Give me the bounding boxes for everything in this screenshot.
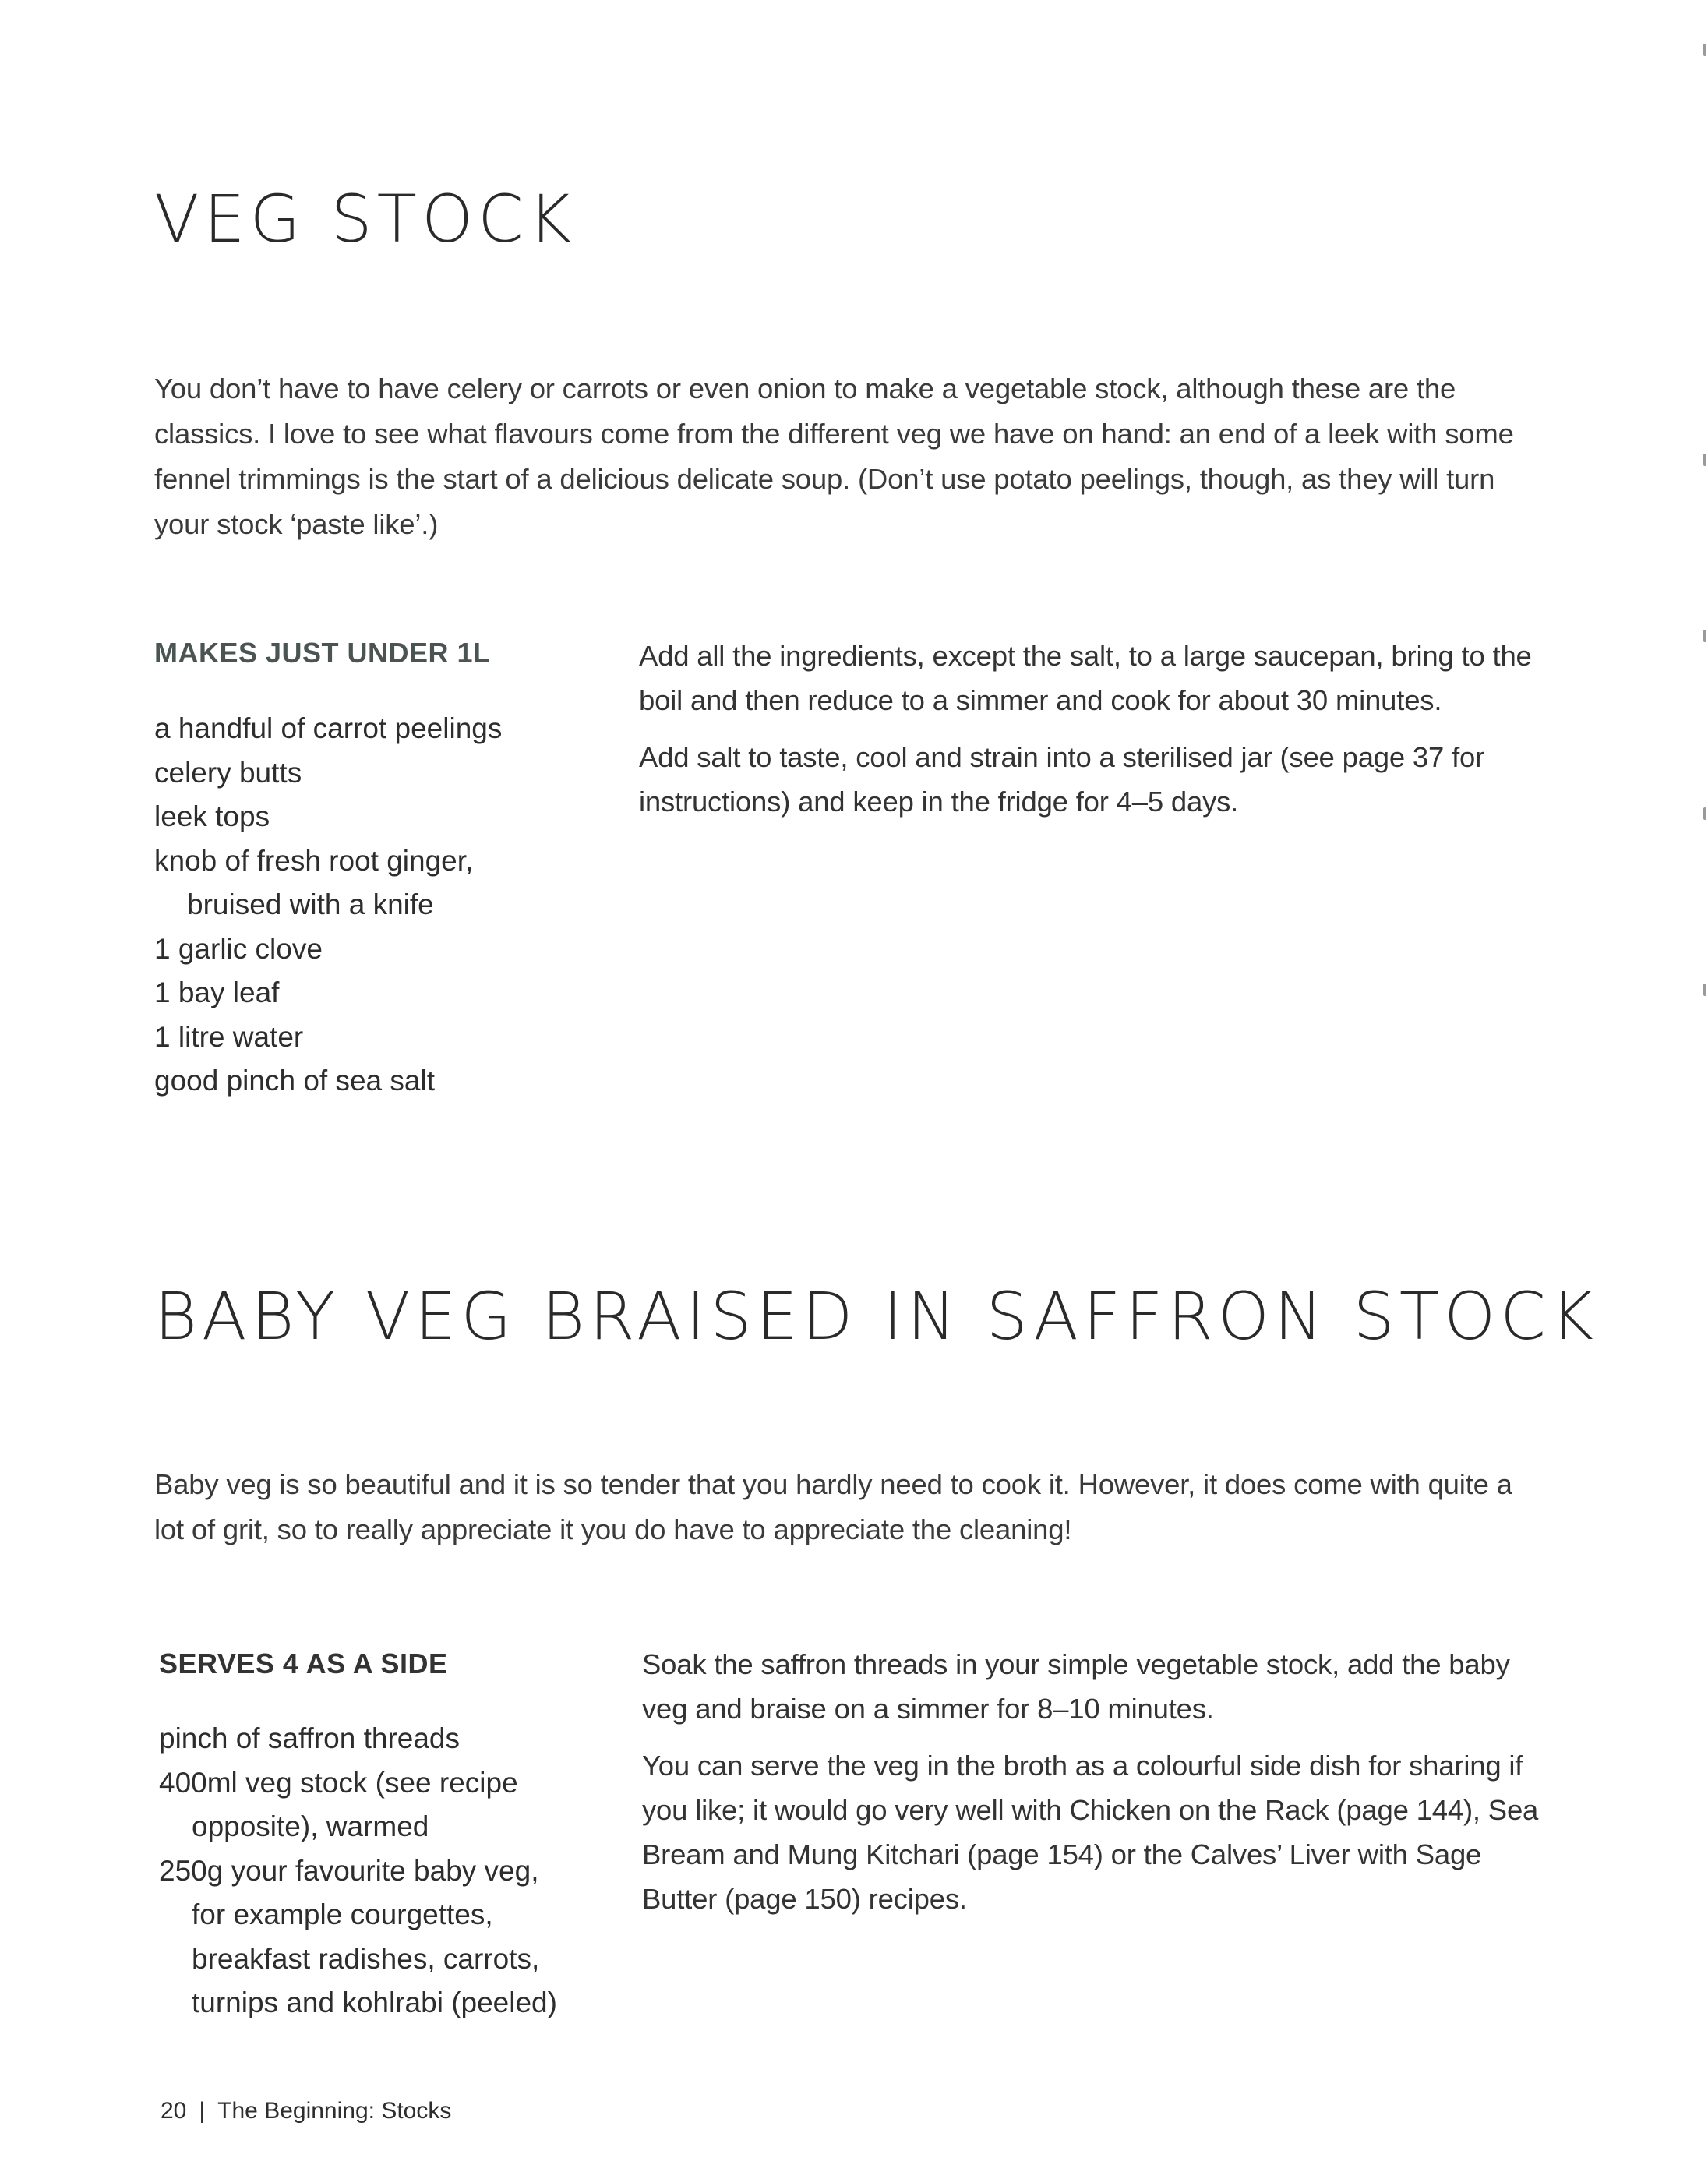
ingredient-item [154,707,502,751]
recipe-intro-baby-veg: Baby veg is so beautiful and it is so tender that you hardly need to cook it. However, it does come with quite a lot of grit, so to really appreciate it you do have to appreciate the cleaning! [154,1468,1512,1545]
ingredient-item [154,795,502,839]
ingredient-item [154,971,502,1015]
ingredient-text: 250g your favourite baby veg, [159,1854,539,1887]
ingredient-text: celery butts [154,756,302,789]
recipe-title-baby-veg: BABY VEG BRAISED IN SAFFRON STOCK [154,1278,1598,1354]
section-title: The Beginning: Stocks [217,2098,452,2124]
method-step: Add all the ingredients, except the salt, to a large saucepan, bring to the boil and then reduce to a simmer and cook for about 30 minutes. [639,640,1532,716]
ingredient-item [154,839,502,927]
method-step: Add salt to taste, cool and strain into a sterilised jar (see page 37 for instructions) and keep in the fridge for 4–5 days. [639,741,1485,818]
ingredient-text: 1 litre water [154,1020,304,1053]
recipe-intro-veg-stock: You don’t have to have celery or carrots or even onion to make a vegetable stock, although these are the classics. I love to see what flavours come from the different veg we have on hand: an end of a leek with some fennel trimmings is the start of a delicious delicate soup. (Don’t use potato peelings, though, as they will turn your stock ‘paste like’.) [154,373,1514,540]
edge-mark [1703,454,1706,466]
ingredient-text: 1 garlic clove [154,932,323,965]
ingredient-item [154,1015,502,1060]
footer-separator: | [199,2098,206,2124]
edge-mark [1703,630,1706,642]
ingredient-item [159,1849,557,2025]
ingredient-text: good pinch of sea salt [154,1065,435,1097]
method-step: Soak the saffron threads in your simple vegetable stock, add the baby veg and braise on a simmer for 8–10 minutes. [642,1648,1510,1725]
page-number: 20 [161,2098,187,2124]
ingredient-text: pinch of saffron threads [159,1722,461,1754]
recipe-title-veg-stock: VEG STOCK [154,181,576,257]
ingredient-text: knob of fresh root ginger, [154,844,474,877]
ingredient-continuation: bruised with a knife [187,888,434,920]
edge-mark [1703,807,1706,820]
scan-edge-marks [1699,0,1708,1091]
edge-mark [1703,984,1706,996]
ingredient-list-baby-veg [159,1717,557,2025]
recipe-yield-baby-veg: SERVES 4 AS A SIDE [159,1647,448,1679]
ingredient-item [159,1717,557,1761]
method-step: You can serve the veg in the broth as a colourful side dish for sharing if you like; it would go very well with Chicken on the Rack (page 144), Sea Bream and Mung Kitchari (page 154) or the Calves’ Liver with Sage Butter (page 150) recipes. [642,1750,1539,1915]
ingredient-continuation: turnips and kohlrabi (peeled) [192,1987,557,2018]
ingredient-text: 400ml veg stock (see recipe [159,1766,518,1799]
ingredient-list-veg-stock [154,707,502,1104]
recipe-method-veg-stock [639,634,1558,836]
edge-mark [1703,44,1706,56]
ingredient-text: 1 bay leaf [154,976,280,1008]
ingredient-continuation: opposite), warmed [192,1810,429,1842]
ingredient-item [154,1059,502,1104]
ingredient-text: a handful of carrot peelings [154,712,503,744]
ingredient-item [154,927,502,972]
ingredient-text: leek tops [154,800,270,832]
ingredient-continuation: breakfast radishes, carrots, [192,1942,540,1975]
ingredient-item [154,751,502,796]
page-footer [161,2098,451,2124]
ingredient-item [159,1761,557,1849]
ingredient-continuation: for example courgettes, [192,1898,493,1930]
recipe-method-baby-veg [642,1642,1562,1934]
recipe-yield-veg-stock: MAKES JUST UNDER 1L [154,637,491,669]
